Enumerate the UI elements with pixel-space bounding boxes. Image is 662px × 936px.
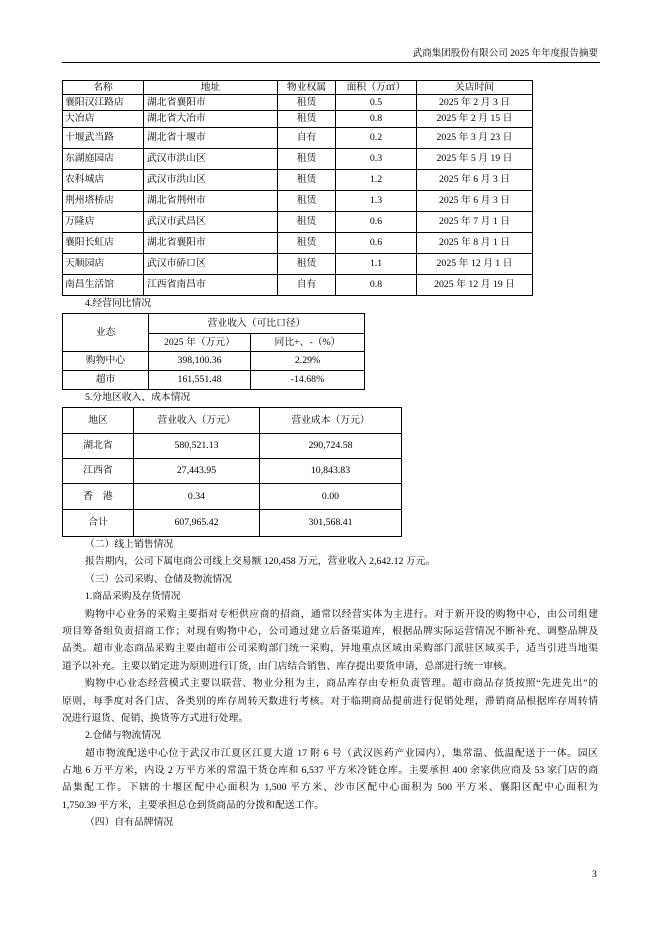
store-address-cell: 武汉市洪山区 [144,170,278,191]
subheading-yoy-operations: 4.经营同比情况 [85,298,152,309]
store-name-cell: 襄阳长虹店 [63,233,144,254]
region-cost-cell: 290,724.58 [260,434,402,459]
column-header-revenue: 营业收入（万元） [134,408,260,434]
yoy-change-cell: 2.29% [251,352,365,371]
closing-date-cell: 2025 年 2 月 3 日 [417,95,533,111]
closing-date-cell: 2025 年 3 月 23 日 [417,128,533,149]
store-address-cell: 湖北省大冶市 [144,111,278,128]
store-closure-row [63,275,533,296]
region-revenue-cell: 0.34 [134,484,260,510]
procurement-paragraph-line: 项目筹备组负责招商工作；对现有购物中心，公司通过建立后备渠道库，根据品牌实际运营情况不断补充、调整品牌及 [62,625,598,637]
region-total-row [63,510,402,537]
store-name-cell: 万隆店 [63,212,144,233]
store-address-cell: 湖北省襄阳市 [144,95,278,111]
region-cell: 合计 [63,510,134,537]
store-address-cell: 武汉市硚口区 [144,254,278,275]
store-closure-row [63,233,533,254]
online-sales-paragraph: 报告期内，公司下属电商公司线上交易额 120,458 万元，营业收入 2,642.12 万元。 [85,556,436,568]
column-header-revenue-2025: 2025 年（万元） [149,334,251,352]
subheading-warehousing-logistics: 2.仓储与物流情况 [85,730,161,742]
store-area-cell: 0.6 [336,233,417,254]
store-closure-row [63,128,533,149]
store-closure-table [62,80,533,296]
procurement-paragraph-line: 道予以补充。主要以销定进为原则进行订货，由门店结合销售、库存提出要货申请，总部进行统一审核。 [62,660,513,672]
store-address-cell: 湖北省襄阳市 [144,233,278,254]
store-closure-row [63,111,533,128]
store-address-cell: 湖北省十堰市 [144,128,278,149]
region-cost-cell: 301,568.41 [260,510,402,537]
logistics-paragraph-line: 超市物流配送中心位于武汉市江夏区江夏大道 17 附 6 号（武汉医药产业园内），集常温、低温配送于一体。园区 [85,747,598,759]
logistics-paragraph-line: 1,750.39 平方米，主要承担总仓到货商品的分拨和配送工作。 [62,799,325,811]
property-ownership-cell: 租赁 [278,95,336,111]
region-cell: 江西省 [63,459,134,484]
inventory-paragraph-line: 原则，每季度对各门店、各类别的库存周转天数进行考核。对于临期商品提前进行促销处理，滞销商品根据库存周转情 [62,695,598,707]
header-rule [62,62,600,63]
store-area-cell: 0.8 [336,275,417,296]
closing-date-cell: 2025 年 6 月 3 日 [417,170,533,191]
column-header-address: 地址 [144,81,278,95]
inventory-paragraph-line: 况进行退货、促销、换货等方式进行处理。 [62,712,249,724]
store-area-cell: 0.3 [336,149,417,170]
store-area-cell: 1.2 [336,170,417,191]
column-header-yoy-change: 同比+、-（%） [251,334,365,352]
region-revenue-cell: 607,965.42 [134,510,260,537]
yoy-row [63,352,365,371]
section-heading-own-brand: （四）自有品牌情况 [85,817,174,829]
closing-date-cell: 2025 年 12 月 1 日 [417,254,533,275]
report-header-title: 武商集团股份有限公司 2025 年年度报告摘要 [412,49,598,59]
yoy-operations-table [62,313,365,390]
store-area-cell: 1.1 [336,254,417,275]
closing-date-cell: 2025 年 6 月 3 日 [417,191,533,212]
property-ownership-cell: 租赁 [278,170,336,191]
yoy-change-cell: -14.68% [251,371,365,390]
column-header-property-ownership: 物业权属 [278,81,336,95]
column-header-name: 名称 [63,81,144,95]
regional-revenue-cost-table [62,407,402,537]
property-ownership-cell: 租赁 [278,191,336,212]
table-header-row [63,314,365,334]
store-area-cell: 1.3 [336,191,417,212]
body-text [62,536,598,832]
column-header-region: 地区 [63,408,134,434]
store-name-cell: 大冶店 [63,111,144,128]
store-address-cell: 武汉市洪山区 [144,149,278,170]
store-area-cell: 0.6 [336,212,417,233]
store-name-cell: 南昌生活馆 [63,275,144,296]
store-closure-row [63,170,533,191]
store-closure-row [63,191,533,212]
yoy-row [63,371,365,390]
store-area-cell: 0.5 [336,95,417,111]
property-ownership-cell: 租赁 [278,254,336,275]
property-ownership-cell: 租赁 [278,233,336,254]
closing-date-cell: 2025 年 2 月 15 日 [417,111,533,128]
property-ownership-cell: 租赁 [278,149,336,170]
property-ownership-cell: 租赁 [278,212,336,233]
region-cost-cell: 0.00 [260,484,402,510]
business-format-cell: 购物中心 [63,352,149,371]
revenue-2025-cell: 161,551.48 [149,371,251,390]
store-address-cell: 武汉市武昌区 [144,212,278,233]
property-ownership-cell: 租赁 [278,111,336,128]
page-number: 3 [592,869,597,880]
property-ownership-cell: 自有 [278,275,336,296]
store-name-cell: 东湖庭园店 [63,149,144,170]
logistics-paragraph-line: 占地 6 万平方米，内设 2 万平方米的常温干货仓库和 6,537 平方米冷链仓库。主要承担 400 余家供应商及 53 家门店的商 [62,765,598,777]
column-header-area: 面积（万㎡） [336,81,417,95]
inventory-paragraph-line: 购物中心业态经营模式主要以联营、物业分租为主，商品库存由专柜负责管理。超市商品存货按照“先进先出”的 [85,678,598,690]
region-revenue-cell: 27,443.95 [134,459,260,484]
store-closure-row [63,254,533,275]
store-name-cell: 十堰武当路 [63,128,144,149]
business-format-cell: 超市 [63,371,149,390]
column-header-closing-date: 关店时间 [417,81,533,95]
column-header-cost: 营业成本（万元） [260,408,402,434]
logistics-paragraph-line: 品集配工作。下辖的十堰区配中心面积为 1,500 平方米、沙市区配中心面积为 500 平方米、襄阳区配中心面积为 [62,782,598,794]
column-header-revenue-comparable: 营业收入（可比口径） [149,314,365,334]
closing-date-cell: 2025 年 12 月 19 日 [417,275,533,296]
region-cost-cell: 10,843.83 [260,459,402,484]
region-revenue-cell: 580,521.13 [134,434,260,459]
section-heading-procurement-logistics: （三）公司采购、仓储及物流情况 [85,573,232,585]
procurement-paragraph-line: 购物中心业务的采购主要指对专柜供应商的招商，通常以经营实体为主进行。对于新开设的购物中心，由公司组建 [85,608,598,620]
store-closure-row [63,212,533,233]
region-row [63,459,402,484]
region-cell: 湖北省 [63,434,134,459]
store-name-cell: 荆州塔桥店 [63,191,144,212]
region-cell: 香 港 [63,484,134,510]
subheading-regional-revenue-cost: 5.分地区收入、成本情况 [85,392,191,403]
store-address-cell: 湖北省荆州市 [144,191,278,212]
region-row [63,434,402,459]
region-row [63,484,402,510]
store-name-cell: 襄阳汉江路店 [63,95,144,111]
property-ownership-cell: 自有 [278,128,336,149]
store-address-cell: 江西省南昌市 [144,275,278,296]
table-header-row [63,81,533,95]
store-closure-row [63,149,533,170]
section-heading-online-sales: （二）线上销售情况 [85,539,174,550]
procurement-paragraph-line: 品类。超市业态商品采购主要由超市公司采购部门统一采购，异地重点区域由采购部门派驻区域买手，适当引进当地渠 [62,643,598,655]
closing-date-cell: 2025 年 8 月 1 日 [417,233,533,254]
table-header-row [63,408,402,434]
store-closure-row [63,95,533,111]
store-area-cell: 0.2 [336,128,417,149]
subheading-procurement-inventory: 1.商品采购及存货情况 [85,591,181,603]
column-header-business-format: 业态 [63,314,149,352]
store-area-cell: 0.8 [336,111,417,128]
closing-date-cell: 2025 年 7 月 1 日 [417,212,533,233]
closing-date-cell: 2025 年 5 月 19 日 [417,149,533,170]
revenue-2025-cell: 398,100.36 [149,352,251,371]
store-name-cell: 农科城店 [63,170,144,191]
store-name-cell: 天顺园店 [63,254,144,275]
